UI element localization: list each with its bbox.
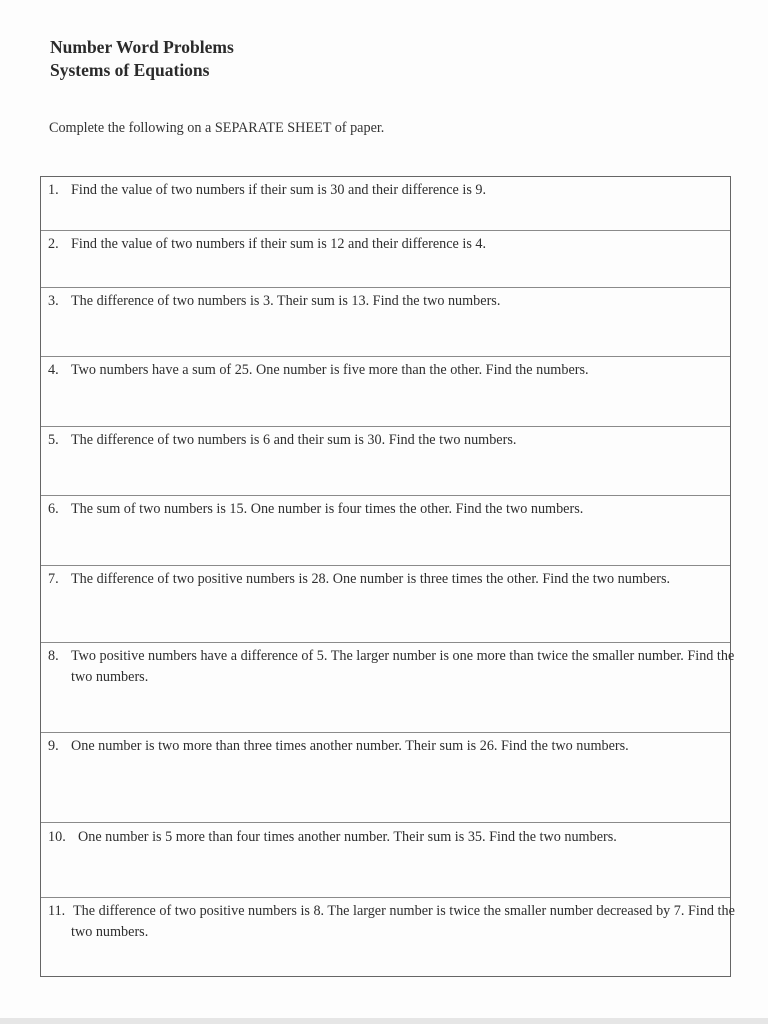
instructions-text: Complete the following on a SEPARATE SHEET of paper. [49,120,385,136]
problem-statement: The difference of two positive numbers is 28. One number is three times the other. Find the two numbers. [71,571,671,587]
problem-text [48,234,743,255]
problem-number: 7. [48,571,59,587]
problem-statement: The sum of two numbers is 15. One number is four times the other. Find the two numbers. [71,501,584,517]
problem-text [48,646,743,688]
problem-number: 3. [48,293,59,309]
problem-number: 10. [48,829,66,845]
problem-text [48,291,743,312]
problem-number: 8. [48,648,59,664]
problem-number: 6. [48,501,59,517]
problem-text [48,901,743,943]
problem-row [41,288,730,357]
problem-number: 1. [48,182,59,198]
problem-row [41,231,730,288]
problem-text [48,430,743,451]
problem-text [48,499,743,520]
problem-row [41,427,730,496]
problem-row [41,177,730,231]
problem-text [48,360,743,381]
problem-number: 11. [48,903,66,919]
problem-text [48,180,743,201]
problem-row [41,823,730,898]
problem-statement: Two numbers have a sum of 25. One number is five more than the other. Find the numbers. [71,362,589,378]
problem-number: 4. [48,362,59,378]
problem-number: 5. [48,432,59,448]
problem-number: 2. [48,236,59,252]
problem-row [41,566,730,643]
problems-table [40,176,735,977]
problem-text [48,569,743,590]
problem-statement: One number is two more than three times another number. Their sum is 26. Find the two numbers. [71,738,629,754]
problem-row [41,496,730,566]
problem-statement: Find the value of two numbers if their sum is 30 and their difference is 9. [71,182,487,198]
worksheet-subtitle: Systems of Equations [50,60,210,80]
worksheet-title: Number Word Problems [50,37,234,57]
problem-number: 9. [48,738,59,754]
problem-statement: Find the value of two numbers if their sum is 12 and their difference is 4. [71,236,487,252]
problem-row [41,357,730,427]
problem-row [41,643,735,733]
problem-statement: The difference of two positive numbers is 8. The larger number is twice the smaller number decreased by 7. Find the two numbers. [71,903,735,940]
problem-row [41,733,730,823]
problem-text [48,827,743,848]
title-block [50,36,234,82]
problem-statement: The difference of two numbers is 3. Their sum is 13. Find the two numbers. [71,293,501,309]
problem-row [41,898,735,976]
problem-statement: Two positive numbers have a difference of 5. The larger number is one more than twice the smaller number. Find the two numbers. [71,648,735,685]
page-bottom-edge [0,1018,768,1024]
problem-statement: One number is 5 more than four times another number. Their sum is 35. Find the two numbers. [78,829,617,845]
problem-statement: The difference of two numbers is 6 and their sum is 30. Find the two numbers. [71,432,517,448]
problem-text [48,736,743,757]
